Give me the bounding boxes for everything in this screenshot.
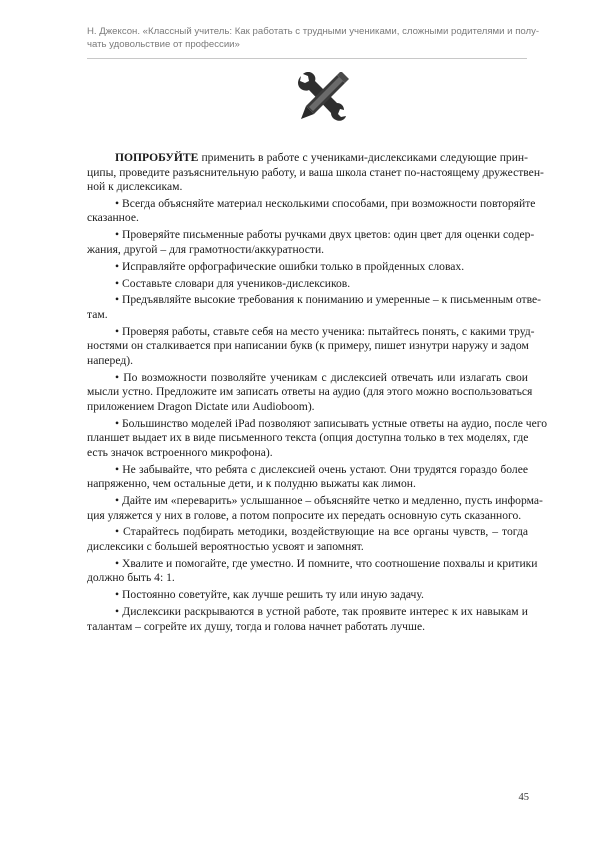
- tip-paragraph: [87, 324, 535, 369]
- tip-line: планшет выдает их в виде письменного текста (опция доступна только в тех моделях, где: [87, 431, 529, 445]
- tip-line: талантам – согрейте их душу, тогда и голова начнет работать лучше.: [87, 619, 425, 633]
- tip-line: • Составьте словари для учеников-дислексиков.: [115, 276, 351, 290]
- intro-paragraph: [87, 151, 544, 195]
- tip-line: • Проверяя работы, ставьте себя на место ученика: пытайтесь понять, с какими труд-: [115, 324, 535, 338]
- header-divider: [87, 58, 527, 59]
- tip-paragraph: [87, 416, 548, 461]
- tip-paragraph: [87, 293, 541, 322]
- tip-line: сказанное.: [87, 211, 139, 225]
- tip-paragraph: [87, 588, 528, 603]
- tip-line: ция уляжется у них в голове, а потом попросите их передать основную суть сказанного.: [87, 508, 522, 522]
- tip-paragraph: [87, 260, 528, 275]
- tip-line: • Большинство моделей iPad позволяют записывать устные ответы на аудио, после чего: [115, 416, 548, 430]
- tip-paragraph: [87, 196, 536, 226]
- tip-paragraph: [87, 228, 535, 257]
- tip-paragraph: [87, 556, 538, 586]
- tip-line: • Дислексики раскрываются в устной работе, так проявите интерес к их навыкам и: [115, 605, 528, 619]
- tip-paragraph: [87, 605, 528, 634]
- tip-paragraph: [87, 370, 533, 415]
- tools-icon: [295, 72, 349, 124]
- running-header: [87, 26, 540, 51]
- running-header-line-1: Н. Джексон. «Классный учитель: Как работать с трудными учениками, сложными родителями и полу-: [87, 26, 540, 37]
- tip-line: • Старайтесь подбирать методики, воздействующие на все органы чувств, – тогда: [115, 525, 528, 539]
- tip-line: жания, другой – для грамотности/аккуратности.: [87, 242, 325, 256]
- tip-paragraph: [87, 463, 528, 492]
- tip-line: • Постоянно советуйте, как лучше решить ту или иную задачу.: [115, 588, 424, 602]
- tip-line: должно быть 4: 1.: [87, 571, 175, 585]
- tip-paragraph: [87, 277, 528, 292]
- tip-line: • Хвалите и помогайте, где уместно. И помните, что соотношение похвалы и критики: [115, 556, 538, 570]
- tip-line: есть значок встроенного микрофона).: [87, 445, 273, 459]
- intro-lead-word: ПОПРОБУЙТЕ: [115, 151, 199, 164]
- tip-paragraph: [87, 494, 543, 523]
- pencil-icon: [301, 72, 349, 119]
- intro-line-1-text: применить в работе с учениками-дислексиками следующие прин-: [198, 151, 528, 164]
- intro-line-3: ной к дислексикам.: [87, 180, 183, 194]
- tip-line: • Не забывайте, что ребята с дислексией очень устают. Они трудятся гораздо более: [115, 462, 528, 476]
- tip-line: • Предъявляйте высокие требования к пониманию и умеренные – к письменным отве-: [115, 293, 541, 307]
- tip-line: • Проверяйте письменные работы ручками двух цветов: один цвет для оценки содер-: [115, 228, 535, 242]
- tip-line: • Всегда объясняйте материал несколькими способами, при возможности повторяйте: [115, 196, 536, 210]
- intro-line-2: ципы, проведите разъяснительную работу, и ваша школа станет по-настоящему дружествен-: [87, 165, 544, 179]
- tip-line: дислексики с большей вероятностью усвоят и запомнят.: [87, 539, 364, 553]
- tip-line: напряженно, чем остальные дети, и к полудню выжаты как лимон.: [87, 477, 416, 491]
- page-number: 45: [518, 792, 529, 803]
- tip-line: наперед).: [87, 353, 133, 367]
- tip-line: там.: [87, 307, 108, 321]
- tip-line: • Дайте им «переварить» услышанное – объясняйте четко и медленно, пусть информа-: [115, 494, 543, 507]
- tip-line: • По возможности позволяйте ученикам с дислексией отвечать или излагать свои: [115, 370, 528, 384]
- tip-line: ностями он сталкивается при написании букв (к примеру, пишет изнутри наружу и задом: [87, 339, 529, 353]
- running-header-line-2: чать удовольствие от профессии»: [87, 38, 240, 50]
- article-body: [87, 151, 548, 636]
- tip-line: мысли устно. Предложите им записать ответы на аудио (для этого можно воспользоваться: [87, 385, 533, 399]
- tips-list: [87, 196, 548, 634]
- tip-line: приложением Dragon Dictate или Audioboom).: [87, 399, 315, 413]
- intro-line-1: [87, 151, 528, 166]
- tip-paragraph: [87, 525, 528, 554]
- tip-line: • Исправляйте орфографические ошибки только в пройденных словах.: [115, 259, 465, 273]
